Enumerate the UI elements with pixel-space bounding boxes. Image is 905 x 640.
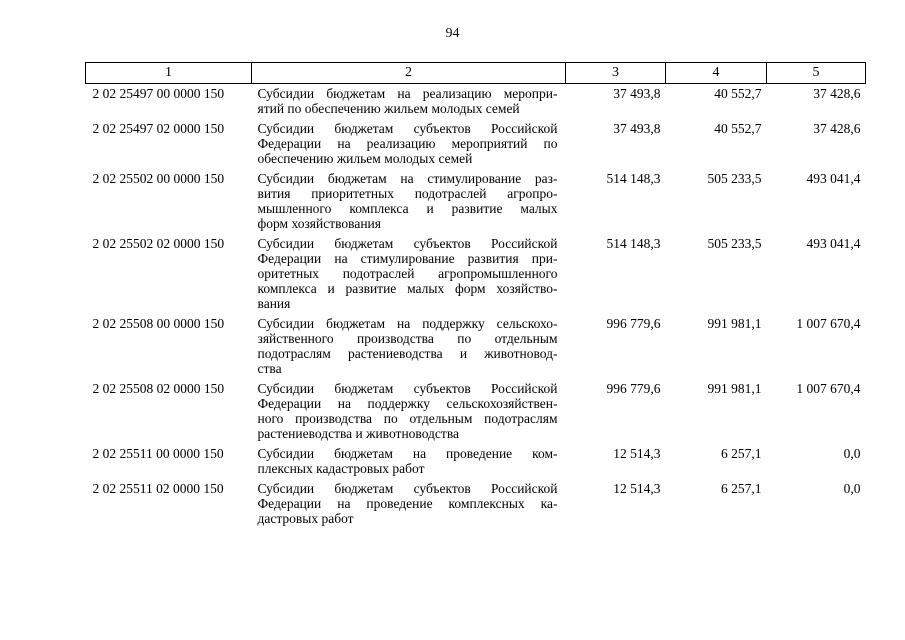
description-cell — [252, 234, 566, 314]
table-row — [86, 314, 866, 379]
description-line: комплекса и развитие малых форм хозяйство- — [257, 281, 558, 296]
description-line: Субсидии бюджетам на поддержку сельскохо- — [257, 316, 558, 331]
budget-code-cell: 2 02 25502 00 0000 150 — [92, 171, 225, 186]
description-cell — [252, 169, 566, 234]
budget-code-cell: 2 02 25497 02 0000 150 — [92, 121, 225, 136]
amount-cell-col4: 505 233,5 — [707, 236, 762, 251]
amount-cell-col4: 40 552,7 — [714, 86, 762, 101]
amount-cell-col4: 505 233,5 — [707, 171, 762, 186]
description-line: ства — [257, 361, 282, 376]
description-cell — [252, 444, 566, 479]
description-line: Федерации на реализацию мероприятий по — [257, 136, 558, 151]
description-line: Субсидии бюджетам на стимулирование раз- — [257, 171, 558, 186]
table-row — [86, 379, 866, 444]
column-header-2: 2 — [252, 63, 566, 84]
description-line: дастровых работ — [257, 511, 354, 526]
description-line: Субсидии бюджетам субъектов Российской — [257, 236, 558, 251]
budget-code-cell: 2 02 25502 02 0000 150 — [92, 236, 225, 251]
description-line: ного производства по отдельным подотраслям — [257, 411, 558, 426]
amount-cell-col5: 493 041,4 — [806, 171, 861, 186]
amount-cell-col3: 12 514,3 — [613, 481, 661, 496]
amount-cell-col5: 0,0 — [843, 446, 861, 461]
budget-code-cell: 2 02 25511 00 0000 150 — [92, 446, 224, 461]
amount-cell-col3: 37 493,8 — [613, 86, 661, 101]
description-line: Субсидии бюджетам субъектов Российской — [257, 381, 558, 396]
amount-cell-col4: 6 257,1 — [721, 446, 762, 461]
amount-cell-col5: 37 428,6 — [813, 121, 861, 136]
amount-cell-col3: 12 514,3 — [613, 446, 661, 461]
page-number: 94 — [445, 26, 460, 41]
description-cell — [252, 479, 566, 529]
description-cell — [252, 379, 566, 444]
description-line: Субсидии бюджетам субъектов Российской — [257, 481, 558, 496]
description-line: оритетных подотраслей агропромышленного — [257, 266, 558, 281]
table-row — [86, 119, 866, 169]
description-line: подотраслям растениеводства и животновод- — [257, 346, 558, 361]
description-line: ятий по обеспечению жильем молодых семей — [257, 101, 520, 116]
table-row — [86, 444, 866, 479]
description-line: зяйственного производства по отдельным — [257, 331, 558, 346]
description-line: растениеводства и животноводства — [257, 426, 460, 441]
description-line: вания — [257, 296, 291, 311]
amount-cell-col5: 1 007 670,4 — [796, 316, 861, 331]
description-cell — [252, 119, 566, 169]
amount-cell-col3: 996 779,6 — [606, 316, 661, 331]
amount-cell-col3: 37 493,8 — [613, 121, 661, 136]
budget-code-cell: 2 02 25508 02 0000 150 — [92, 381, 225, 396]
description-line: Федерации на стимулирование развития при- — [257, 251, 558, 266]
amount-cell-col3: 514 148,3 — [606, 236, 661, 251]
column-header-1: 1 — [86, 63, 252, 84]
description-line: Субсидии бюджетам на реализацию меропри- — [257, 86, 558, 101]
amount-cell-col3: 996 779,6 — [606, 381, 661, 396]
amount-cell-col5: 1 007 670,4 — [796, 381, 861, 396]
description-line: Федерации на проведение комплексных ка- — [257, 496, 558, 511]
table-header — [86, 63, 866, 84]
amount-cell-col4: 40 552,7 — [714, 121, 762, 136]
description-line: Субсидии бюджетам на проведение ком- — [257, 446, 558, 461]
column-header-4: 4 — [666, 63, 767, 84]
column-header-3: 3 — [566, 63, 666, 84]
budget-code-cell: 2 02 25497 00 0000 150 — [92, 86, 225, 101]
amount-cell-col5: 493 041,4 — [806, 236, 861, 251]
header-row — [86, 63, 866, 84]
table-row — [86, 479, 866, 529]
description-line: Федерации на поддержку сельскохозяйствен- — [257, 396, 558, 411]
amount-cell-col4: 991 981,1 — [707, 316, 762, 331]
budget-table — [85, 62, 866, 529]
description-line: форм хозяйствования — [257, 216, 381, 231]
description-line: Субсидии бюджетам субъектов Российской — [257, 121, 558, 136]
description-line: обеспечению жильем молодых семей — [257, 151, 473, 166]
budget-code-cell: 2 02 25511 02 0000 150 — [92, 481, 224, 496]
description-line: плексных кадастровых работ — [257, 461, 425, 476]
amount-cell-col5: 37 428,6 — [813, 86, 861, 101]
description-line: мышленного комплекса и развитие малых — [257, 201, 558, 216]
table-row — [86, 84, 866, 120]
amount-cell-col4: 991 981,1 — [707, 381, 762, 396]
table-row — [86, 169, 866, 234]
description-cell — [252, 314, 566, 379]
description-cell — [252, 84, 566, 120]
amount-cell-col3: 514 148,3 — [606, 171, 661, 186]
table-body — [86, 84, 866, 530]
column-header-5: 5 — [767, 63, 866, 84]
description-line: вития приоритетных подотраслей агропро- — [257, 186, 558, 201]
budget-code-cell: 2 02 25508 00 0000 150 — [92, 316, 225, 331]
table-row — [86, 234, 866, 314]
amount-cell-col4: 6 257,1 — [721, 481, 762, 496]
amount-cell-col5: 0,0 — [843, 481, 861, 496]
